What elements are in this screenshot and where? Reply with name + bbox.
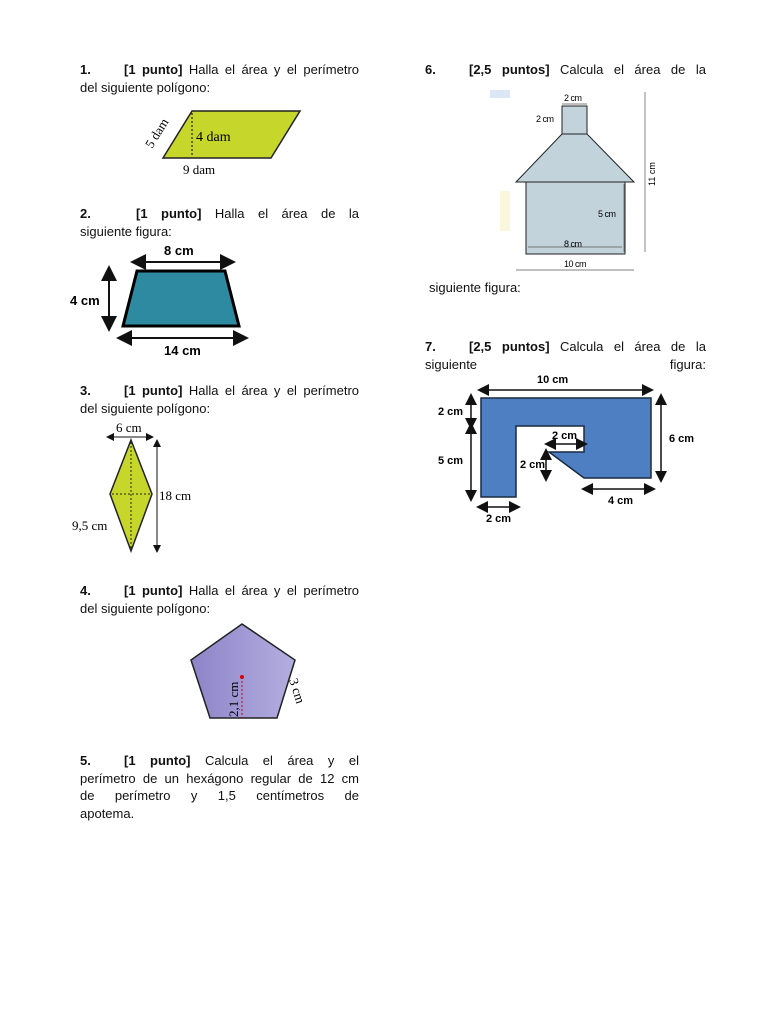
question-text-cont: del siguiente polígono:	[80, 79, 211, 95]
chimney-shape	[562, 106, 587, 134]
chimney-label: 2 cm	[564, 93, 582, 103]
composite-figure	[436, 368, 706, 528]
question-text-cont: perímetro de un hexágono regular de 12 cm	[80, 770, 359, 786]
roof-shape	[516, 134, 634, 182]
question-text-cont: siguiente	[425, 356, 478, 372]
long-diagonal-label: 18 cm	[159, 488, 192, 503]
question-points: [1 punto]	[124, 62, 183, 77]
height-label: 4 dam	[196, 130, 231, 145]
base-label: 9 dam	[183, 162, 216, 177]
image-edge-strip-2	[500, 191, 510, 231]
notch-width-label: 2 cm	[552, 430, 578, 442]
height-label: 4 cm	[70, 293, 100, 308]
question-text: Halla el área y el perímetro	[188, 62, 360, 77]
parallelogram-shape	[163, 111, 300, 158]
trapezoid-shape	[123, 271, 239, 326]
question-1	[80, 61, 359, 96]
question-text-cont: apotema.	[80, 805, 135, 821]
question-5	[80, 752, 359, 822]
question-text: Calcula el área y el	[204, 753, 359, 768]
question-2	[80, 205, 359, 240]
question-points: [2,5 puntos]	[469, 62, 550, 77]
question-number: 2.	[80, 206, 91, 221]
chimney-height-label: 2 cm	[536, 114, 554, 124]
roof-width-label: 10 cm	[564, 259, 587, 269]
question-number: 5.	[80, 753, 91, 768]
image-edge-strip	[490, 90, 510, 98]
question-text-cont: del siguiente polígono:	[80, 600, 211, 616]
question-text: Calcula el área de la	[560, 339, 706, 354]
question-number: 3.	[80, 383, 91, 398]
question-points: [1 punto]	[124, 583, 183, 598]
question-text: Halla el área y el perímetro	[188, 383, 360, 398]
total-height-label: 11 cm	[647, 162, 657, 186]
side-label: 5 dam	[141, 115, 172, 151]
question-points: [1 punto]	[124, 753, 191, 768]
question-6-cont	[429, 279, 710, 297]
question-points: [1 punto]	[124, 383, 183, 398]
question-text-cont: siguiente figura:	[80, 223, 172, 239]
question-number: 7.	[425, 339, 436, 354]
question-text: Calcula el área de la	[560, 62, 706, 77]
notch-height-label: 2 cm	[520, 459, 546, 471]
pentagon-figure	[185, 620, 315, 725]
bottom-left-label: 2 cm	[486, 513, 512, 525]
right-label: 6 cm	[669, 433, 695, 445]
question-points: [1 punto]	[136, 206, 202, 221]
question-text-cont: siguiente figura:	[429, 280, 521, 295]
parallelogram-figure	[135, 105, 315, 180]
base-label: 8 cm	[564, 239, 582, 249]
side-label: 9,5 cm	[72, 518, 108, 533]
question-text-cont: figura:	[669, 356, 706, 372]
bottom-label: 14 cm	[164, 343, 201, 358]
center-dot	[240, 675, 244, 679]
question-text: Halla el área de la	[214, 206, 360, 221]
top-label: 10 cm	[537, 374, 569, 386]
question-text: Halla el área y el perímetro	[188, 583, 360, 598]
question-6	[425, 61, 706, 79]
house-figure	[488, 86, 668, 278]
side-label: 3 cm	[286, 676, 309, 706]
question-text-cont: de perímetro y 1,5 centímetros de	[80, 788, 359, 803]
question-4	[80, 582, 359, 617]
question-text-cont: del siguiente polígono:	[80, 400, 211, 416]
top-label: 8 cm	[164, 243, 194, 258]
composite-shape	[481, 398, 651, 497]
left-bottom-label: 5 cm	[438, 455, 464, 467]
wall-label: 5 cm	[598, 209, 616, 219]
question-number: 6.	[425, 62, 436, 77]
rhombus-figure	[70, 418, 205, 556]
apothem-label: 2,1 cm	[226, 681, 241, 717]
pentagon-shape	[191, 624, 295, 718]
left-top-label: 2 cm	[438, 406, 464, 418]
question-number: 4.	[80, 583, 91, 598]
question-points: [2,5 puntos]	[469, 339, 550, 354]
trapezoid-figure	[66, 240, 251, 362]
question-number: 1.	[80, 62, 91, 77]
short-diagonal-label: 6 cm	[116, 420, 142, 435]
bottom-right-label: 4 cm	[608, 495, 634, 507]
question-3	[80, 382, 359, 417]
